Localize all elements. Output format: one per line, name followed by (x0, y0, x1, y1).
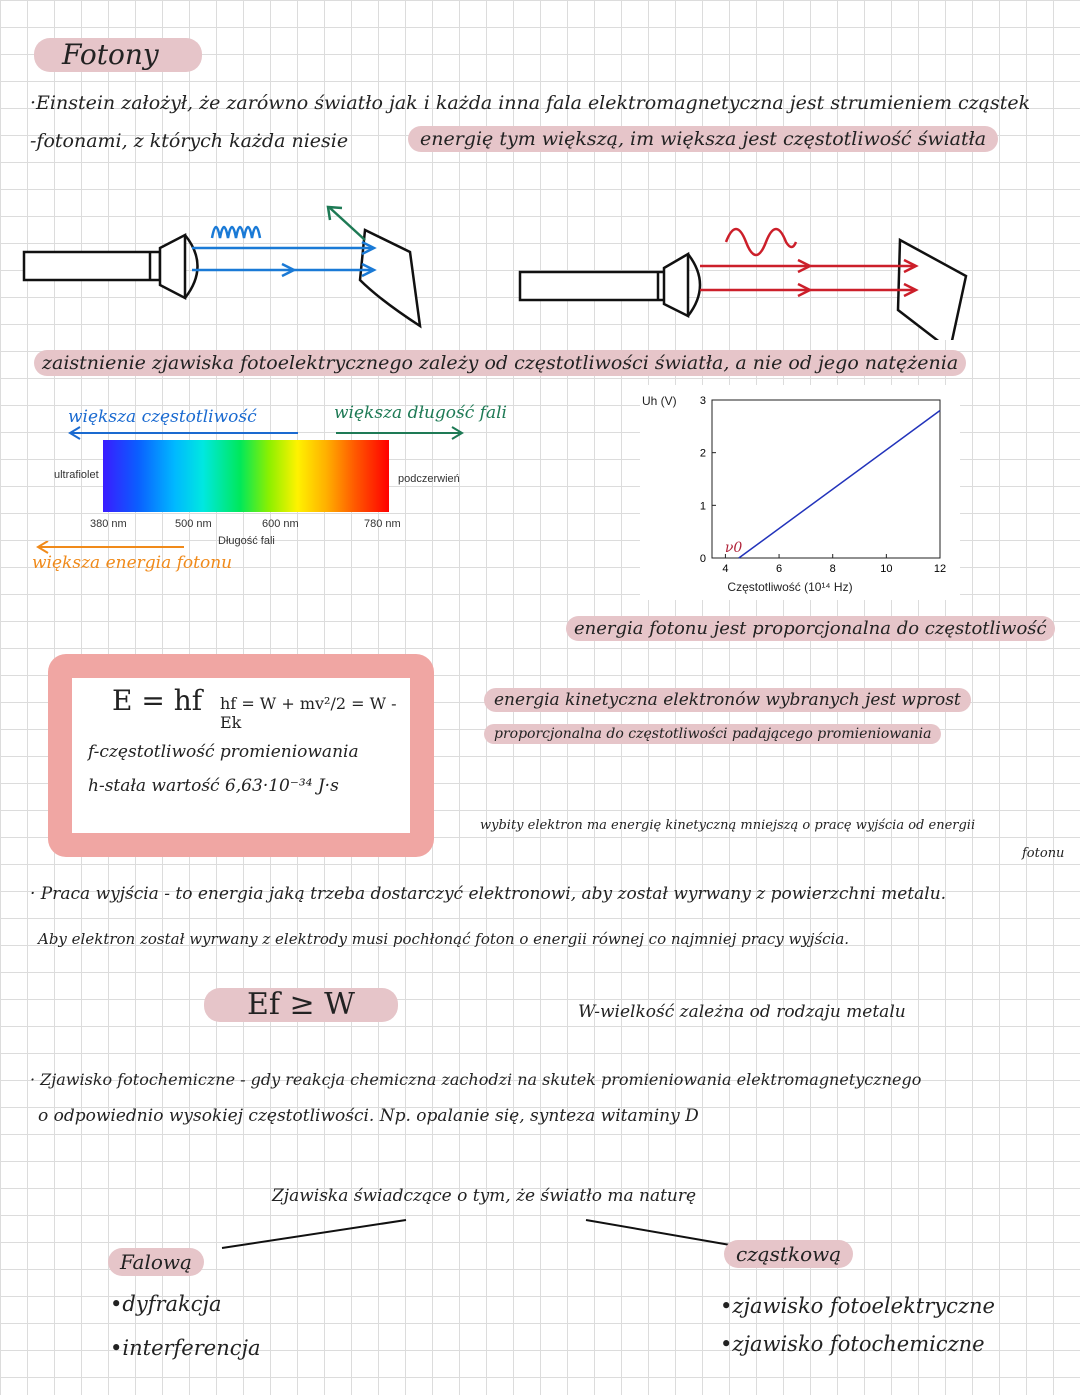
kinetic-note-1: energia kinetyczna elektronów wybranych jest wprost (484, 688, 971, 712)
particle-nature-label: cząstkową (724, 1240, 853, 1268)
chart-ylabel: Uh (V) (642, 394, 677, 408)
knocked-electron-note-1: wybity elektron ma energię kinetyczną mniejszą o pracę wyjścia od energii (480, 818, 976, 833)
tick-780: 780 nm (364, 518, 401, 530)
particle-item-photoelectric: •zjawisko fotoelektryczne (720, 1294, 995, 1318)
formula-einstein: hf = W + mv²/2 = W - Ek (220, 694, 397, 732)
tick-500: 500 nm (175, 518, 212, 530)
intro-highlight: energię tym większą, im większa jest częstotliwość światła (408, 126, 998, 152)
energy-arrow-label: większa energia fotonu (32, 553, 233, 573)
infrared-label: podczerwień (398, 473, 460, 485)
flashlight-red-diagram (520, 229, 966, 340)
tick-380: 380 nm (90, 518, 127, 530)
chart-x-tick-label: 4 (722, 563, 729, 575)
spectrum-bar (103, 440, 389, 512)
tick-600: 600 nm (262, 518, 299, 530)
wave-item-diffraction: •dyfrakcja (110, 1292, 222, 1316)
work-function-line-1: · Praca wyjścia - to energia jaką trzeba dostarczyć elektronowi, aby został wyrwany z powierzchni metalu. (30, 884, 947, 904)
nature-branch-lines (210, 1212, 750, 1256)
photochem-line-1: · Zjawisko fotochemiczne - gdy reakcja chemiczna zachodzi na skutek promieniowania elektromagnetycznego (30, 1070, 922, 1089)
flashlight-blue-diagram (24, 207, 420, 326)
frequency-definition: f-częstotliwość promieniowania (88, 742, 359, 762)
chart-annotation-nu0: ν0 (724, 540, 743, 556)
intro-line-2: -fotonami, z których każda niesie (30, 130, 349, 152)
particle-item-photochemical: •zjawisko fotochemiczne (720, 1332, 985, 1356)
arrow-left-label: większa częstotliwość (68, 407, 257, 427)
knocked-electron-note-2: fotonu (1022, 846, 1065, 861)
arrow-right-label: większa długość fali (334, 403, 507, 423)
chart-xlabel: Częstotliwość (10¹⁴ Hz) (727, 580, 853, 594)
chart-y-tick-label: 0 (699, 553, 706, 565)
planck-definition: h-stała wartość 6,63·10⁻³⁴ J·s (88, 776, 339, 796)
formula-e-hf: E = hf (112, 684, 203, 717)
chart-x-tick-label: 12 (933, 563, 947, 575)
chart-y-tick-label: 3 (699, 395, 706, 407)
chart-y-tick-label: 1 (699, 500, 706, 513)
ultraviolet-label: ultrafiolet (54, 469, 99, 481)
photochem-line-2: o odpowiednio wysokiej częstotliwości. Np. opalanie się, synteza witaminy D (38, 1106, 699, 1126)
intro-line-1: ·Einstein założył, że zarówno światło jak i każda inna fala elektromagnetyczna jest strumieniem cząstek (30, 92, 1031, 114)
wave-nature-label: Falową (108, 1248, 204, 1276)
chart-frame (712, 400, 940, 558)
chart-x-tick-label: 8 (829, 563, 836, 575)
chart-y-tick-label: 2 (699, 447, 706, 460)
flashlight-diagrams (0, 190, 1080, 340)
energy-proportional-note: energia fotonu jest proporcjonalna do częstotliwość (566, 616, 1055, 641)
formula-box (48, 654, 434, 857)
chart-series-line (739, 411, 940, 558)
work-function-line-2: Aby elektron został wyrwany z elektrody musi pochłonąć foton o energii równej co najmniej pracy wyjścia. (38, 930, 850, 948)
chart-x-tick-label: 6 (775, 563, 783, 575)
wave-item-interference: •interferencja (110, 1336, 261, 1360)
work-function-metal-note: W-wielkość zależna od rodzaju metalu (578, 1002, 906, 1022)
kinetic-note-2: proporcjonalna do częstotliwości padającego promieniowania (484, 724, 941, 744)
page-title: Fotony (34, 38, 202, 72)
photoelectric-note: zaistnienie zjawiska fotoelektrycznego zależy od częstotliwości światła, a nie od jego natężenia (34, 350, 966, 376)
photon-energy-inequality: Ef ≥ W (204, 988, 398, 1022)
chart-svg (640, 385, 960, 600)
nature-heading: Zjawiska świadczące o tym, że światło ma naturę (272, 1186, 697, 1206)
spectrum-axis-title: Długość fali (218, 535, 275, 547)
chart-x-tick-label: 10 (880, 563, 893, 575)
stopping-voltage-chart (640, 385, 960, 600)
